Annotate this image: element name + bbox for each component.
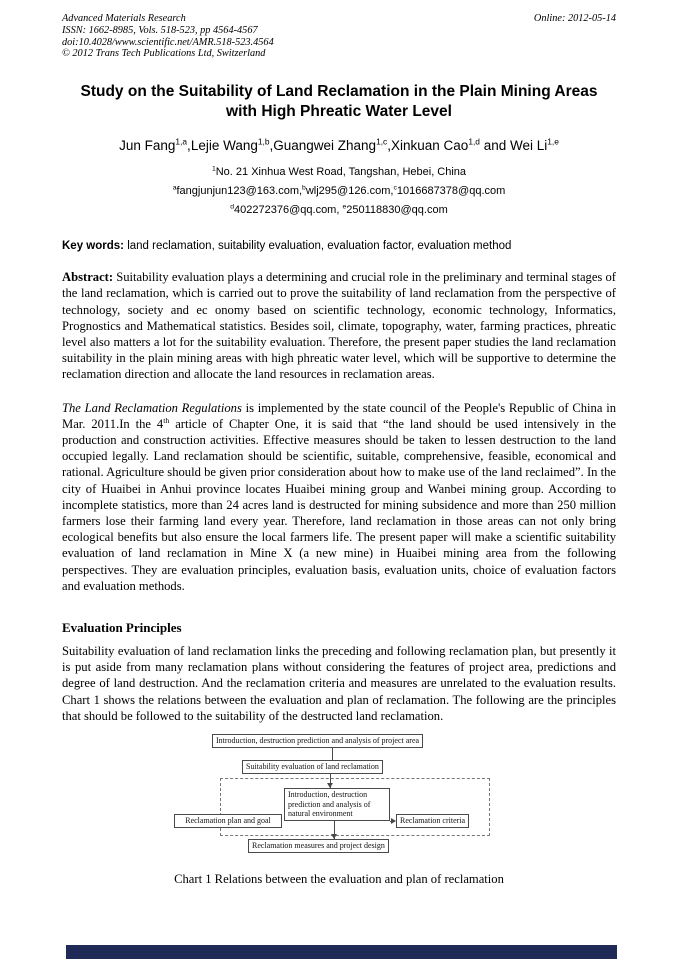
author-sup: 1,a: [175, 136, 188, 147]
flow-box-reclamation-plan: Reclamation plan and goal: [174, 814, 282, 828]
emails-line-1: [62, 185, 616, 197]
author-sup: 1,b: [257, 136, 270, 147]
footer-bar: [66, 945, 617, 959]
regulations-title: The Land Reclamation Regulations: [62, 400, 242, 415]
flow-box-reclamation-measures: Reclamation measures and project design: [248, 839, 389, 853]
copyright-line: © 2012 Trans Tech Publications Ltd, Switzerland: [62, 48, 266, 60]
connector-line: [332, 747, 333, 760]
author-separator: ,: [269, 138, 274, 154]
affiliation-text: No. 21 Xinhua West Road, Tangshan, Hebei, China: [215, 166, 467, 179]
abstract-paragraph: [62, 269, 616, 382]
email-address: 402272376@qq.com,: [234, 204, 343, 217]
online-date: Online: 2012-05-14: [533, 13, 616, 24]
author-separator: ,: [387, 138, 391, 154]
flow-box-suitability-evaluation: Suitability evaluation of land reclamation: [242, 760, 383, 774]
affiliation-sup: 1: [211, 165, 216, 173]
author-separator: and: [479, 138, 510, 154]
regulations-text-a: is implemented by the state council of the People's Republic of China in Mar. 2011.In the 4: [62, 400, 616, 431]
email-sup: e: [342, 203, 347, 211]
email-address: wlj295@126.com,: [305, 185, 394, 198]
flow-box-project-area: Introduction, destruction prediction and analysis of project area: [212, 734, 423, 748]
affiliation-line: [62, 166, 616, 178]
ordinal-sup: th: [163, 415, 170, 425]
email-sup: a: [172, 184, 177, 192]
paper-header: [62, 13, 616, 60]
authors-line: [62, 138, 616, 153]
email-sup: c: [393, 184, 397, 192]
abstract-label: Abstract:: [62, 270, 114, 285]
doi-line: doi:10.4028/www.scientific.net/AMR.518-523.4564: [62, 36, 274, 48]
author-name: Jun Fang: [119, 138, 176, 154]
flow-box-natural-environment: Introduction, destruction prediction and analysis of natural environment: [284, 788, 390, 821]
chart-1-flow-diagram: [62, 734, 616, 858]
keywords-line: [62, 240, 616, 252]
paper-header-left: [62, 13, 274, 60]
flow-box-reclamation-criteria: Reclamation criteria: [396, 814, 469, 828]
journal-name: Advanced Materials Research: [62, 13, 186, 24]
keywords-label: Key words:: [62, 240, 124, 253]
keywords-text: land reclamation, suitability evaluation, evaluation factor, evaluation method: [124, 240, 512, 253]
author-name: Xinkuan Cao: [391, 138, 469, 154]
abstract-text: Suitability evaluation plays a determining and crucial role in the preliminary and terminal stages of the land reclamation, which is carried out to prove the suitability of land reclamation from the perspective of technology, society and ec onomy based on scientific technology, economic technology, Informatics, Prognostics and Mathematical statistics. Besides soil, climate, topography, water, farming practices, phreatic level also matters a lot for the suitability evaluation. Therefore, the present paper studies the land reclamation suitability in the plain mining areas with high phreatic water level, which will be supportive to determine the reclamation direction and allocate the land resources in reclamation areas.: [62, 270, 616, 382]
author-sup: 1,d: [468, 136, 480, 147]
paper-title: Study on the Suitability of Land Reclamation in the Plain Mining Areas with High Phreatic Water Level: [80, 83, 598, 120]
section-heading: Evaluation Principles: [62, 620, 182, 636]
email-sup: b: [302, 184, 306, 192]
email-address: fangjunjun123@163.com,: [176, 185, 303, 198]
email-address: 1016687378@qq.com: [396, 185, 506, 198]
figure-caption: Chart 1 Relations between the evaluation and plan of reclamation: [174, 872, 504, 887]
issn-line: ISSN: 1662-8985, Vols. 518-523, pp 4564-4567: [62, 24, 258, 36]
author-sup: 1,e: [547, 136, 559, 147]
author-name: Lejie Wang: [190, 138, 258, 154]
author-name: Wei Li: [509, 138, 548, 154]
email-address: 250118830@qq.com: [346, 204, 448, 217]
section-paragraph: Suitability evaluation of land reclamation links the preceding and following reclamation plan, but presently it is put aside from many reclamation plans without considering the features of project area, predictions and degree of land destruction. And the reclamation criteria and measures are unrelated to the evaluation results. Chart 1 shows the relations between the evaluation and plan of reclamation. The following are the principles that should be followed to the suitability of the destructed land reclamation.: [62, 644, 616, 723]
emails-line-2: [62, 204, 616, 216]
author-separator: ,: [187, 138, 191, 154]
author-name: Guangwei Zhang: [273, 138, 377, 154]
email-sup: d: [230, 203, 235, 211]
regulations-text-b: article of Chapter One, it is said that “the land should be used intensively in the production and construction activities. Effective measures should be taken to lessen destruction to the land occupied legally. Land reclamation should be scientific, suitable, comprehensive, feasible, economical and rational. Agriculture should be given prior consideration about how to make use of the land reclaimed”. In the city of Huaibei in Anhui province locates Huaibei mining group and Wanbei mining group. According to incomplete statistics, more than 24 acres land is destructed for mining subsidence and more than 250 million farmers lose their farming land every year. Therefore, land reclamation in those areas can not only bring ecological benefits but also ensure the local farmers life. The present paper will make a scientific suitability evaluation of land reclamation in Mine X (a new mine) in Huaibei mining area from the following perspectives. They are evaluation principles, evaluation basis, evaluation units, choice of evaluation factors and evaluation methods.: [62, 416, 616, 593]
regulations-paragraph: [62, 400, 616, 594]
author-sup: 1,c: [376, 136, 388, 147]
